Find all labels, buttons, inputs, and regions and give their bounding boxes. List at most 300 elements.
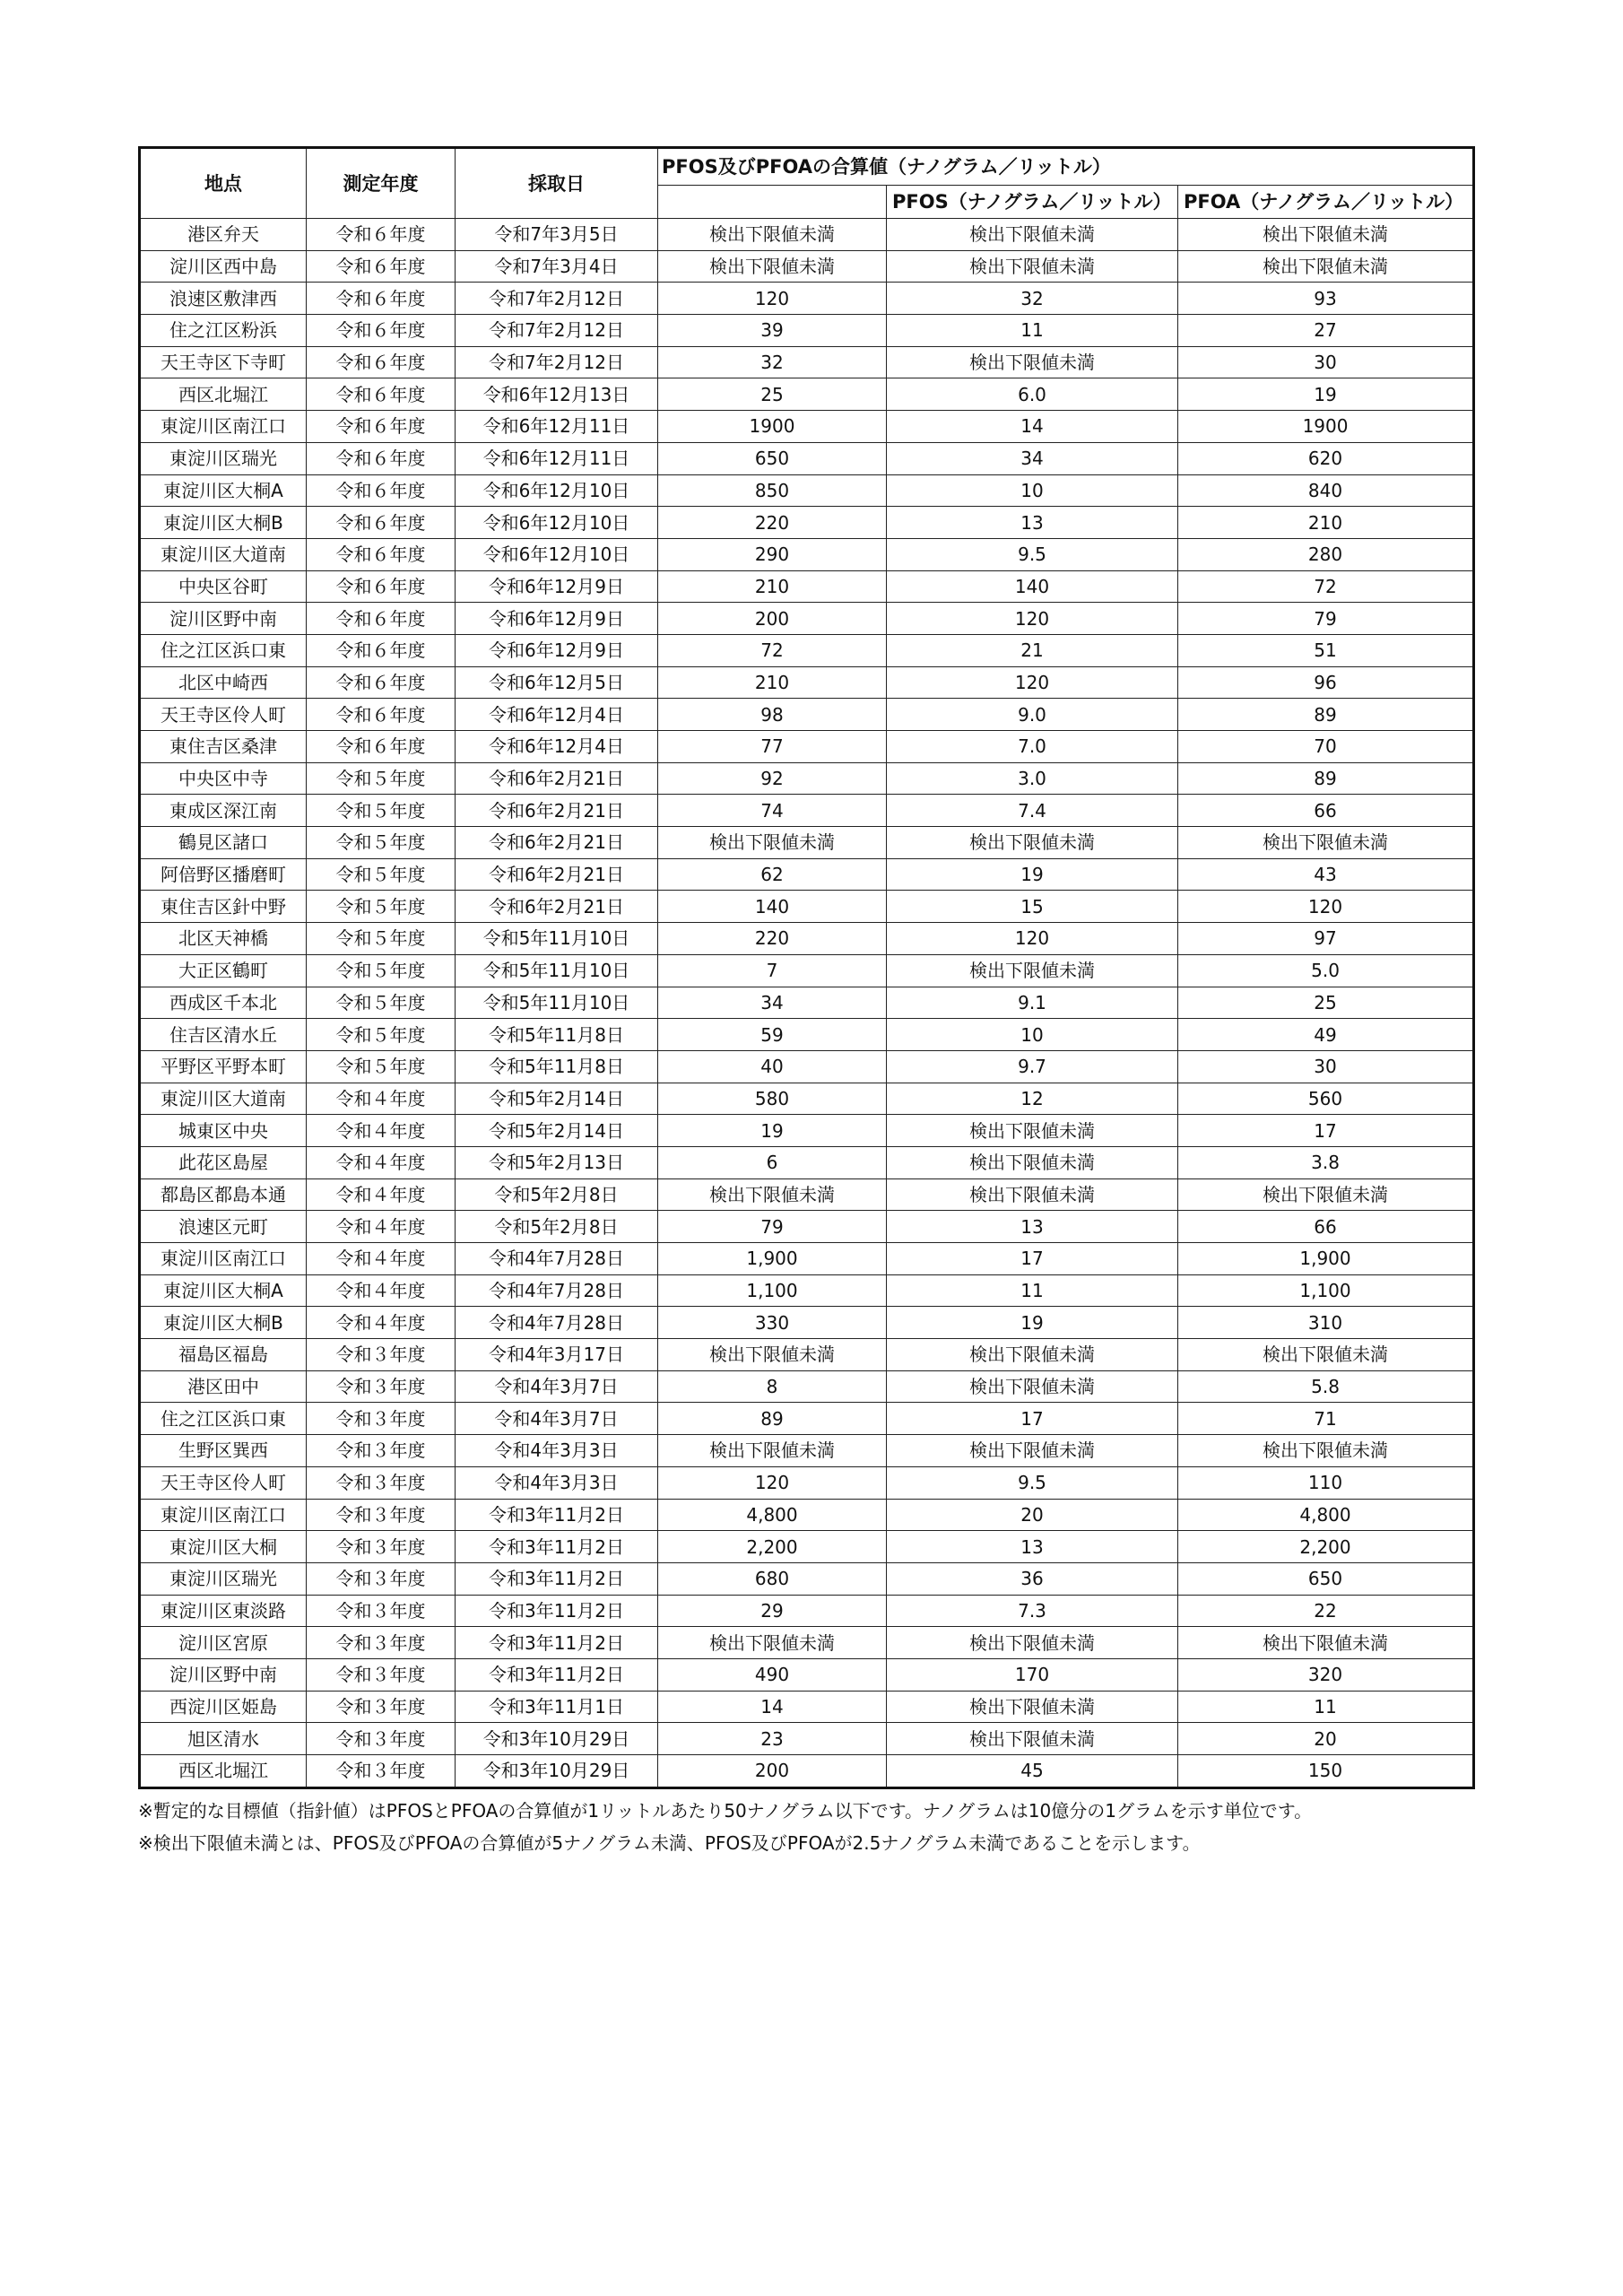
cell-pfoa: 89 — [1178, 762, 1474, 795]
cell-location: 城東区中央 — [140, 1115, 307, 1147]
cell-date: 令和6年12月9日 — [456, 570, 658, 603]
cell-pfos: 6.0 — [887, 378, 1178, 411]
table-row — [140, 1691, 1474, 1723]
cell-date: 令和3年11月2日 — [456, 1627, 658, 1659]
cell-year: 令和３年度 — [307, 1562, 456, 1595]
cell-location: 生野区巽西 — [140, 1435, 307, 1467]
cell-combined: 120 — [658, 283, 887, 315]
cell-year: 令和３年度 — [307, 1595, 456, 1627]
cell-date: 令和6年12月4日 — [456, 699, 658, 731]
cell-location: 東淀川区東淡路 — [140, 1595, 307, 1627]
cell-date: 令和5年11月8日 — [456, 1050, 658, 1083]
cell-combined: 8 — [658, 1370, 887, 1403]
cell-year: 令和４年度 — [307, 1274, 456, 1307]
table-row — [140, 1531, 1474, 1563]
cell-pfos: 3.0 — [887, 762, 1178, 795]
cell-pfoa: 1900 — [1178, 411, 1474, 443]
cell-location: 東淀川区大桐B — [140, 1307, 307, 1339]
cell-year: 令和６年度 — [307, 219, 456, 251]
cell-date: 令和3年10月29日 — [456, 1755, 658, 1788]
cell-pfoa: 4,800 — [1178, 1499, 1474, 1531]
table-row — [140, 1211, 1474, 1243]
cell-combined: 6 — [658, 1146, 887, 1178]
table-row — [140, 411, 1474, 443]
cell-date: 令和6年12月10日 — [456, 538, 658, 570]
cell-pfos: 7.3 — [887, 1595, 1178, 1627]
cell-pfoa: 検出下限値未満 — [1178, 250, 1474, 283]
table-row — [140, 442, 1474, 474]
table-row — [140, 891, 1474, 923]
cell-combined: 72 — [658, 634, 887, 666]
header-location: 地点 — [140, 148, 307, 219]
cell-pfoa: 19 — [1178, 378, 1474, 411]
cell-location: 阿倍野区播磨町 — [140, 858, 307, 891]
cell-year: 令和５年度 — [307, 891, 456, 923]
table-row — [140, 1755, 1474, 1788]
footnote-detection-limit: ※検出下限値未満とは、PFOS及びPFOAの合算値が5ナノグラム未満、PFOS及びPFOAが2.5ナノグラム未満であることを示します。 — [138, 1831, 1201, 1854]
cell-year: 令和５年度 — [307, 1050, 456, 1083]
cell-pfos: 検出下限値未満 — [887, 219, 1178, 251]
cell-pfos: 検出下限値未満 — [887, 1435, 1178, 1467]
cell-combined: 89 — [658, 1403, 887, 1435]
cell-pfos: 検出下限値未満 — [887, 1146, 1178, 1178]
cell-pfoa: 280 — [1178, 538, 1474, 570]
cell-year: 令和５年度 — [307, 762, 456, 795]
footnote-guideline: ※暫定的な目標値（指針値）はPFOSとPFOAの合算値が1リットルあたり50ナノグラム以下です。ナノグラムは10億分の1グラムを示す単位です。 — [138, 1799, 1313, 1822]
header-combined-blank — [658, 186, 887, 219]
table-row — [140, 1307, 1474, 1339]
table-row — [140, 1146, 1474, 1178]
cell-pfos: 検出下限値未満 — [887, 250, 1178, 283]
table-row — [140, 1050, 1474, 1083]
cell-pfos: 32 — [887, 283, 1178, 315]
cell-location: 鶴見区諸口 — [140, 827, 307, 859]
cell-pfoa: 150 — [1178, 1755, 1474, 1788]
cell-date: 令和3年11月2日 — [456, 1531, 658, 1563]
cell-pfoa: 検出下限値未満 — [1178, 1178, 1474, 1211]
cell-year: 令和４年度 — [307, 1146, 456, 1178]
cell-year: 令和６年度 — [307, 570, 456, 603]
cell-location: 東淀川区大桐B — [140, 507, 307, 539]
cell-combined: 290 — [658, 538, 887, 570]
cell-year: 令和６年度 — [307, 634, 456, 666]
cell-date: 令和6年12月9日 — [456, 634, 658, 666]
cell-location: 旭区清水 — [140, 1723, 307, 1755]
cell-location: 住吉区清水丘 — [140, 1019, 307, 1051]
cell-date: 令和5年2月14日 — [456, 1115, 658, 1147]
cell-year: 令和３年度 — [307, 1531, 456, 1563]
cell-pfoa: 検出下限値未満 — [1178, 1339, 1474, 1371]
cell-pfos: 9.7 — [887, 1050, 1178, 1083]
cell-location: 港区田中 — [140, 1370, 307, 1403]
cell-pfoa: 79 — [1178, 603, 1474, 635]
cell-combined: 650 — [658, 442, 887, 474]
cell-date: 令和7年2月12日 — [456, 283, 658, 315]
table-row — [140, 1403, 1474, 1435]
cell-date: 令和4年3月3日 — [456, 1466, 658, 1499]
cell-pfoa: 210 — [1178, 507, 1474, 539]
cell-pfoa: 70 — [1178, 731, 1474, 763]
cell-year: 令和６年度 — [307, 346, 456, 378]
cell-pfoa: 20 — [1178, 1723, 1474, 1755]
cell-date: 令和6年2月21日 — [456, 891, 658, 923]
cell-pfoa: 66 — [1178, 1211, 1474, 1243]
cell-combined: 120 — [658, 1466, 887, 1499]
cell-pfoa: 1,100 — [1178, 1274, 1474, 1307]
cell-pfoa: 97 — [1178, 923, 1474, 955]
cell-pfoa: 3.8 — [1178, 1146, 1474, 1178]
cell-pfoa: 89 — [1178, 699, 1474, 731]
cell-location: 西淀川区姫島 — [140, 1691, 307, 1723]
cell-combined: 62 — [658, 858, 887, 891]
cell-location: 東淀川区大道南 — [140, 1083, 307, 1115]
table-row — [140, 1243, 1474, 1275]
cell-pfos: 13 — [887, 1211, 1178, 1243]
cell-year: 令和３年度 — [307, 1403, 456, 1435]
cell-location: 東住吉区針中野 — [140, 891, 307, 923]
cell-date: 令和5年11月10日 — [456, 923, 658, 955]
footnotes — [138, 1795, 1472, 1859]
cell-location: 淀川区西中島 — [140, 250, 307, 283]
cell-location: 天王寺区伶人町 — [140, 1466, 307, 1499]
cell-pfos: 13 — [887, 1531, 1178, 1563]
cell-pfoa: 検出下限値未満 — [1178, 1435, 1474, 1467]
cell-combined: 1,900 — [658, 1243, 887, 1275]
cell-pfos: 検出下限値未満 — [887, 954, 1178, 987]
cell-year: 令和３年度 — [307, 1723, 456, 1755]
table-row — [140, 666, 1474, 699]
cell-date: 令和7年2月12日 — [456, 346, 658, 378]
cell-pfos: 19 — [887, 1307, 1178, 1339]
cell-pfoa: 560 — [1178, 1083, 1474, 1115]
document — [138, 146, 1472, 1859]
cell-pfoa: 66 — [1178, 795, 1474, 827]
cell-date: 令和6年12月10日 — [456, 474, 658, 507]
cell-pfoa: 30 — [1178, 1050, 1474, 1083]
cell-location: 西成区千本北 — [140, 987, 307, 1019]
cell-date: 令和3年10月29日 — [456, 1723, 658, 1755]
cell-pfoa: 25 — [1178, 987, 1474, 1019]
cell-date: 令和4年3月3日 — [456, 1435, 658, 1467]
cell-year: 令和６年度 — [307, 666, 456, 699]
cell-combined: 39 — [658, 315, 887, 347]
cell-combined: 23 — [658, 1723, 887, 1755]
cell-location: 平野区平野本町 — [140, 1050, 307, 1083]
cell-pfoa: 120 — [1178, 891, 1474, 923]
cell-pfos: 10 — [887, 474, 1178, 507]
cell-combined: 77 — [658, 731, 887, 763]
cell-combined: 330 — [658, 1307, 887, 1339]
cell-pfoa: 71 — [1178, 1403, 1474, 1435]
cell-year: 令和５年度 — [307, 954, 456, 987]
cell-date: 令和4年7月28日 — [456, 1243, 658, 1275]
cell-pfoa: 30 — [1178, 346, 1474, 378]
cell-combined: 7 — [658, 954, 887, 987]
cell-date: 令和6年2月21日 — [456, 858, 658, 891]
cell-location: 西区北堀江 — [140, 1755, 307, 1788]
cell-date: 令和6年12月11日 — [456, 411, 658, 443]
cell-location: 住之江区浜口東 — [140, 1403, 307, 1435]
cell-pfos: 9.1 — [887, 987, 1178, 1019]
cell-date: 令和5年2月8日 — [456, 1211, 658, 1243]
table-row — [140, 283, 1474, 315]
cell-pfoa: 5.8 — [1178, 1370, 1474, 1403]
cell-pfos: 検出下限値未満 — [887, 1627, 1178, 1659]
cell-combined: 19 — [658, 1115, 887, 1147]
cell-year: 令和３年度 — [307, 1691, 456, 1723]
cell-pfos: 120 — [887, 923, 1178, 955]
cell-date: 令和5年2月8日 — [456, 1178, 658, 1211]
header-pfoa: PFOA（ナノグラム／リットル） — [1178, 186, 1474, 219]
cell-year: 令和６年度 — [307, 474, 456, 507]
table-row — [140, 315, 1474, 347]
cell-pfos: 11 — [887, 1274, 1178, 1307]
table-row — [140, 1499, 1474, 1531]
cell-combined: 210 — [658, 666, 887, 699]
table-row — [140, 1466, 1474, 1499]
cell-combined: 29 — [658, 1595, 887, 1627]
cell-year: 令和６年度 — [307, 378, 456, 411]
table-row — [140, 538, 1474, 570]
table-body — [140, 219, 1474, 1788]
cell-location: 天王寺区伶人町 — [140, 699, 307, 731]
cell-year: 令和５年度 — [307, 827, 456, 859]
cell-pfoa: 620 — [1178, 442, 1474, 474]
cell-year: 令和３年度 — [307, 1370, 456, 1403]
cell-location: 東淀川区瑞光 — [140, 442, 307, 474]
cell-pfos: 7.4 — [887, 795, 1178, 827]
cell-pfos: 45 — [887, 1755, 1178, 1788]
table-row — [140, 1435, 1474, 1467]
cell-pfoa: 検出下限値未満 — [1178, 1627, 1474, 1659]
cell-year: 令和３年度 — [307, 1658, 456, 1691]
cell-combined: 検出下限値未満 — [658, 250, 887, 283]
cell-combined: 220 — [658, 507, 887, 539]
cell-location: 北区中崎西 — [140, 666, 307, 699]
cell-year: 令和５年度 — [307, 923, 456, 955]
cell-pfoa: 320 — [1178, 1658, 1474, 1691]
cell-date: 令和6年2月21日 — [456, 827, 658, 859]
table-row — [140, 346, 1474, 378]
cell-combined: 210 — [658, 570, 887, 603]
cell-combined: 4,800 — [658, 1499, 887, 1531]
cell-date: 令和6年12月4日 — [456, 731, 658, 763]
cell-location: 淀川区野中南 — [140, 603, 307, 635]
cell-pfos: 検出下限値未満 — [887, 827, 1178, 859]
cell-year: 令和４年度 — [307, 1083, 456, 1115]
table-row — [140, 1339, 1474, 1371]
cell-combined: 検出下限値未満 — [658, 1435, 887, 1467]
cell-year: 令和４年度 — [307, 1211, 456, 1243]
cell-year: 令和３年度 — [307, 1755, 456, 1788]
cell-pfoa: 検出下限値未満 — [1178, 219, 1474, 251]
cell-location: 港区弁天 — [140, 219, 307, 251]
pfas-measurement-table — [138, 146, 1475, 1789]
cell-year: 令和３年度 — [307, 1435, 456, 1467]
table-row — [140, 954, 1474, 987]
cell-year: 令和６年度 — [307, 699, 456, 731]
cell-pfos: 34 — [887, 442, 1178, 474]
cell-location: 福島区福島 — [140, 1339, 307, 1371]
cell-combined: 220 — [658, 923, 887, 955]
cell-year: 令和４年度 — [307, 1243, 456, 1275]
cell-location: 住之江区粉浜 — [140, 315, 307, 347]
cell-combined: 140 — [658, 891, 887, 923]
cell-combined: 74 — [658, 795, 887, 827]
cell-pfos: 170 — [887, 1658, 1178, 1691]
header-combined-value: PFOS及びPFOAの合算値（ナノグラム／リットル） — [658, 148, 1474, 186]
cell-pfos: 7.0 — [887, 731, 1178, 763]
cell-combined: 490 — [658, 1658, 887, 1691]
cell-pfoa: 27 — [1178, 315, 1474, 347]
table-row — [140, 1083, 1474, 1115]
cell-pfoa: 110 — [1178, 1466, 1474, 1499]
cell-pfos: 10 — [887, 1019, 1178, 1051]
cell-pfos: 36 — [887, 1562, 1178, 1595]
cell-combined: 79 — [658, 1211, 887, 1243]
cell-date: 令和3年11月2日 — [456, 1658, 658, 1691]
cell-combined: 2,200 — [658, 1531, 887, 1563]
cell-location: 東成区深江南 — [140, 795, 307, 827]
cell-date: 令和6年2月21日 — [456, 762, 658, 795]
cell-pfos: 検出下限値未満 — [887, 1370, 1178, 1403]
cell-year: 令和４年度 — [307, 1307, 456, 1339]
cell-pfos: 9.5 — [887, 538, 1178, 570]
cell-date: 令和6年12月5日 — [456, 666, 658, 699]
cell-year: 令和５年度 — [307, 1019, 456, 1051]
cell-pfoa: 検出下限値未満 — [1178, 827, 1474, 859]
cell-location: 北区天神橋 — [140, 923, 307, 955]
cell-pfos: 検出下限値未満 — [887, 1339, 1178, 1371]
table-row — [140, 1115, 1474, 1147]
cell-combined: 580 — [658, 1083, 887, 1115]
cell-combined: 92 — [658, 762, 887, 795]
table-row — [140, 731, 1474, 763]
cell-year: 令和６年度 — [307, 250, 456, 283]
cell-year: 令和５年度 — [307, 987, 456, 1019]
cell-date: 令和6年12月10日 — [456, 507, 658, 539]
cell-combined: 32 — [658, 346, 887, 378]
cell-date: 令和4年3月17日 — [456, 1339, 658, 1371]
cell-pfoa: 17 — [1178, 1115, 1474, 1147]
table-row — [140, 474, 1474, 507]
cell-date: 令和5年11月10日 — [456, 954, 658, 987]
table-row — [140, 1370, 1474, 1403]
cell-date: 令和4年7月28日 — [456, 1274, 658, 1307]
cell-pfos: 検出下限値未満 — [887, 1723, 1178, 1755]
cell-pfos: 9.5 — [887, 1466, 1178, 1499]
table-row — [140, 378, 1474, 411]
cell-year: 令和６年度 — [307, 603, 456, 635]
cell-combined: 680 — [658, 1562, 887, 1595]
cell-year: 令和６年度 — [307, 411, 456, 443]
cell-date: 令和3年11月2日 — [456, 1562, 658, 1595]
cell-year: 令和６年度 — [307, 538, 456, 570]
cell-year: 令和４年度 — [307, 1115, 456, 1147]
cell-pfos: 9.0 — [887, 699, 1178, 731]
cell-pfos: 140 — [887, 570, 1178, 603]
cell-pfos: 検出下限値未満 — [887, 1115, 1178, 1147]
cell-date: 令和5年11月10日 — [456, 987, 658, 1019]
cell-year: 令和６年度 — [307, 315, 456, 347]
cell-date: 令和6年12月9日 — [456, 603, 658, 635]
cell-date: 令和5年11月8日 — [456, 1019, 658, 1051]
cell-location: 東淀川区大桐A — [140, 1274, 307, 1307]
table-row — [140, 603, 1474, 635]
cell-combined: 25 — [658, 378, 887, 411]
cell-pfoa: 43 — [1178, 858, 1474, 891]
table-row — [140, 858, 1474, 891]
cell-date: 令和7年2月12日 — [456, 315, 658, 347]
cell-combined: 検出下限値未満 — [658, 1178, 887, 1211]
table-row — [140, 1562, 1474, 1595]
table-row — [140, 634, 1474, 666]
table-row — [140, 1627, 1474, 1659]
cell-pfos: 20 — [887, 1499, 1178, 1531]
cell-year: 令和３年度 — [307, 1339, 456, 1371]
cell-location: 東淀川区南江口 — [140, 411, 307, 443]
table-row — [140, 795, 1474, 827]
cell-pfoa: 72 — [1178, 570, 1474, 603]
cell-combined: 850 — [658, 474, 887, 507]
cell-pfos: 検出下限値未満 — [887, 346, 1178, 378]
table-row — [140, 1274, 1474, 1307]
cell-date: 令和6年12月13日 — [456, 378, 658, 411]
cell-year: 令和６年度 — [307, 442, 456, 474]
cell-location: 淀川区宮原 — [140, 1627, 307, 1659]
cell-year: 令和３年度 — [307, 1627, 456, 1659]
cell-pfos: 13 — [887, 507, 1178, 539]
table-row — [140, 1658, 1474, 1691]
cell-location: 淀川区野中南 — [140, 1658, 307, 1691]
cell-pfoa: 49 — [1178, 1019, 1474, 1051]
cell-date: 令和6年2月21日 — [456, 795, 658, 827]
cell-pfoa: 840 — [1178, 474, 1474, 507]
cell-location: 東淀川区南江口 — [140, 1243, 307, 1275]
cell-location: 中央区中寺 — [140, 762, 307, 795]
cell-combined: 200 — [658, 603, 887, 635]
cell-location: 東淀川区大桐A — [140, 474, 307, 507]
table-row — [140, 1019, 1474, 1051]
cell-pfoa: 650 — [1178, 1562, 1474, 1595]
cell-date: 令和3年11月1日 — [456, 1691, 658, 1723]
cell-pfoa: 93 — [1178, 283, 1474, 315]
table-row — [140, 219, 1474, 251]
cell-location: 都島区都島本通 — [140, 1178, 307, 1211]
header-date: 採取日 — [456, 148, 658, 219]
cell-date: 令和3年11月2日 — [456, 1595, 658, 1627]
cell-pfos: 12 — [887, 1083, 1178, 1115]
cell-pfos: 15 — [887, 891, 1178, 923]
cell-pfos: 17 — [887, 1243, 1178, 1275]
cell-pfos: 検出下限値未満 — [887, 1691, 1178, 1723]
cell-combined: 1,100 — [658, 1274, 887, 1307]
cell-location: 大正区鶴町 — [140, 954, 307, 987]
header-year: 測定年度 — [307, 148, 456, 219]
cell-pfos: 11 — [887, 315, 1178, 347]
cell-pfoa: 11 — [1178, 1691, 1474, 1723]
cell-combined: 1900 — [658, 411, 887, 443]
table-row — [140, 570, 1474, 603]
cell-pfos: 120 — [887, 603, 1178, 635]
cell-location: 東淀川区大桐 — [140, 1531, 307, 1563]
cell-date: 令和4年3月7日 — [456, 1370, 658, 1403]
cell-combined: 検出下限値未満 — [658, 219, 887, 251]
cell-date: 令和3年11月2日 — [456, 1499, 658, 1531]
cell-date: 令和7年3月4日 — [456, 250, 658, 283]
cell-date: 令和6年12月11日 — [456, 442, 658, 474]
cell-pfoa: 2,200 — [1178, 1531, 1474, 1563]
